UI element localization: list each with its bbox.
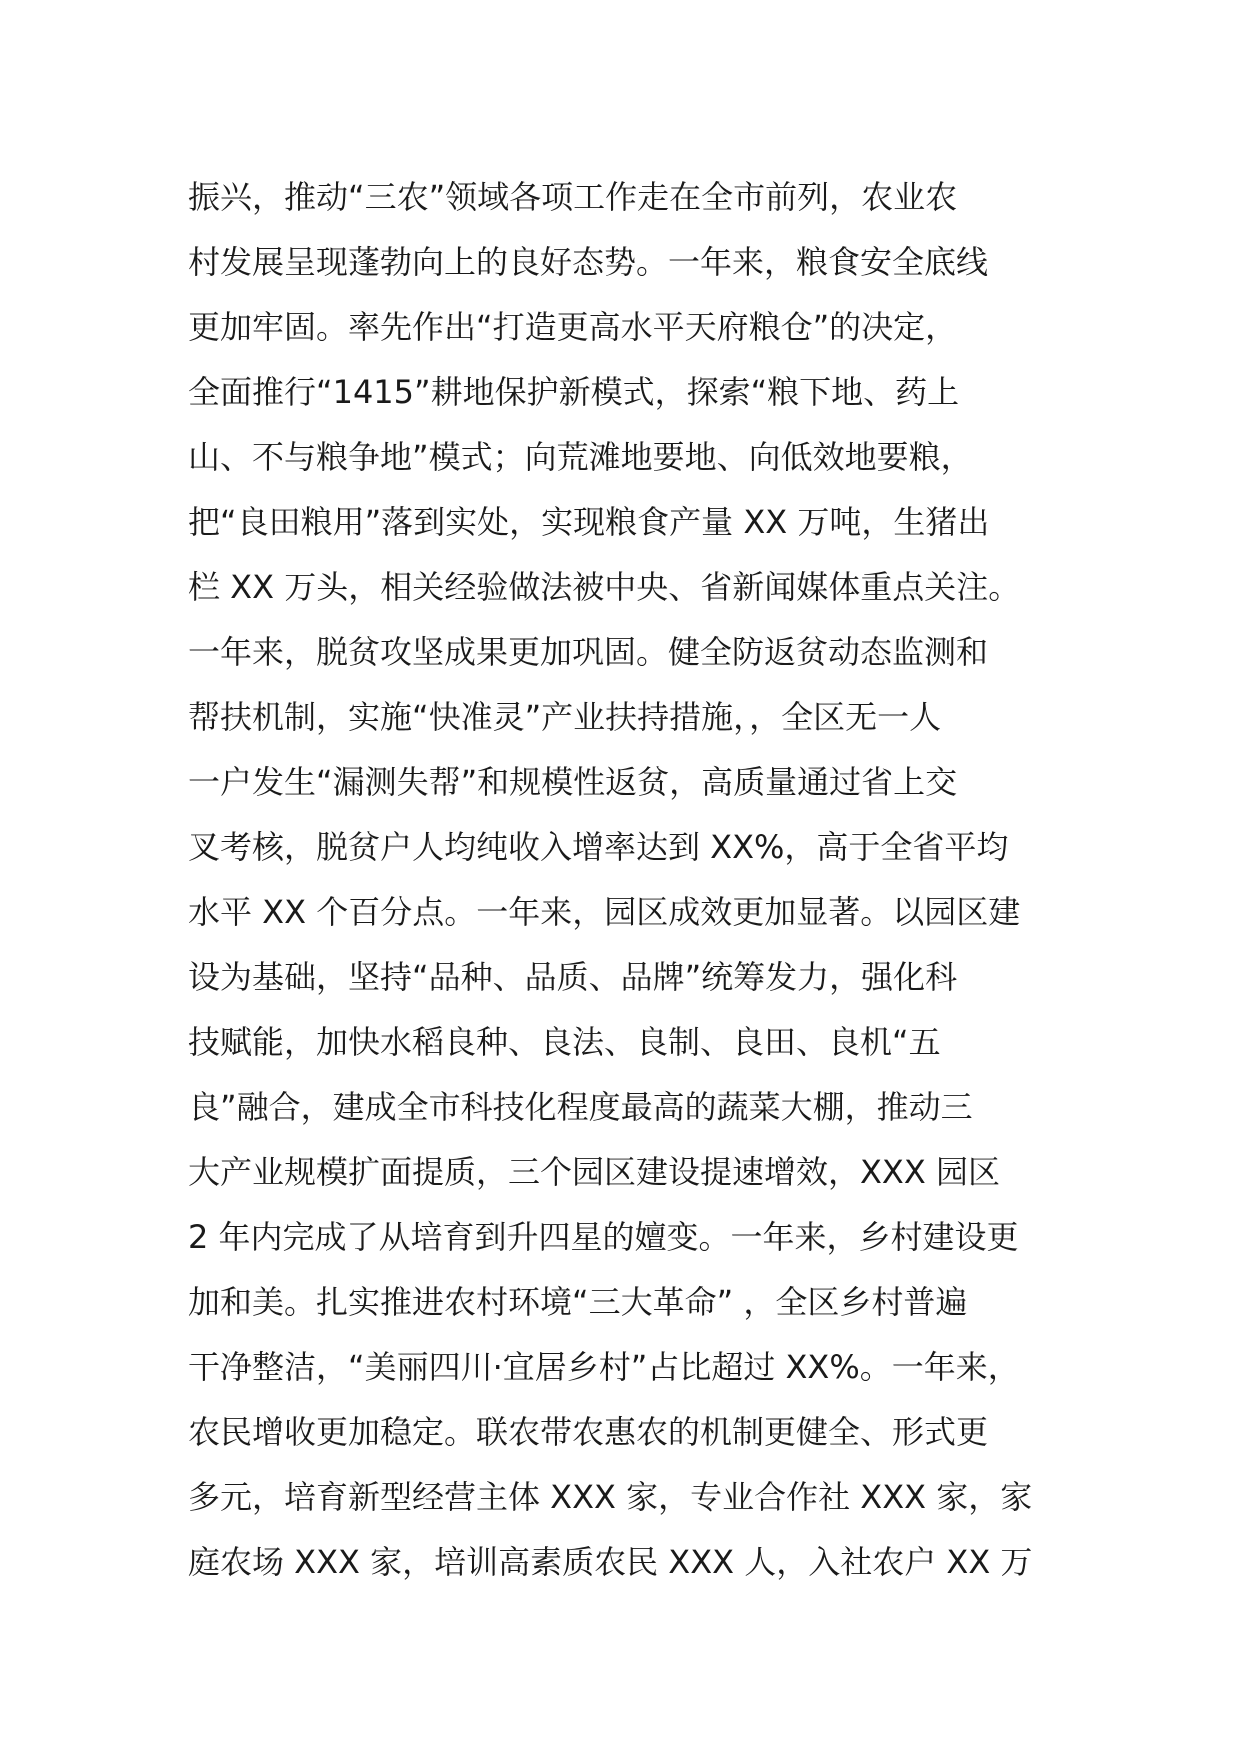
text-line: 全面推行“1415”耕地保护新模式，探索“粮下地、药上	[188, 373, 960, 411]
text-line: 一户发生“漏测失帮”和规模性返贫，高质量通过省上交	[188, 763, 958, 801]
text-line: 一年来，脱贫攻坚成果更加巩固。健全防返贫动态监测和	[188, 633, 989, 671]
text-line: 更加牢固。率先作出“打造更高水平天府粮仓”的决定，	[188, 308, 958, 346]
text-line: 加和美。扎实推进农村环境“三大革命” ，全区乡村普遍	[188, 1283, 968, 1321]
text-line: 叉考核，脱贫户人均纯收入增率达到 XX%，高于全省平均	[188, 828, 1009, 866]
text-line: 大产业规模扩面提质，三个园区建设提速增效，XXX 园区	[188, 1153, 1000, 1191]
text-line: 设为基础，坚持“品种、品质、品牌”统筹发力，强化科	[188, 958, 958, 996]
text-line: 山、不与粮争地”模式；向荒滩地要地、向低效地要粮，	[188, 438, 973, 476]
text-line: 干净整洁，“美丽四川·宜居乡村”占比超过 XX%。一年来，	[188, 1348, 1020, 1386]
text-line: 庭农场 XXX 家，培训高素质农民 XXX 人，入社农户 XX 万	[188, 1543, 1033, 1581]
text-line: 良”融合，建成全市科技化程度最高的蔬菜大棚，推动三	[188, 1088, 973, 1126]
text-line: 2 年内完成了从培育到升四星的嬗变。一年来，乡村建设更	[188, 1218, 1019, 1256]
text-line: 村发展呈现蓬勃向上的良好态势。一年来，粮食安全底线	[188, 243, 989, 281]
text-line: 水平 XX 个百分点。一年来，园区成效更加显著。以园区建	[188, 893, 1021, 931]
text-line: 农民增收更加稳定。联农带农惠农的机制更健全、形式更	[188, 1413, 989, 1451]
text-line: 振兴，推动“三农”领域各项工作走在全市前列，农业农	[188, 178, 958, 216]
text-line: 多元，培育新型经营主体 XXX 家，专业合作社 XXX 家，家	[188, 1478, 1033, 1516]
body-paragraph	[188, 165, 1088, 1595]
text-line: 技赋能，加快水稻良种、良法、良制、良田、良机“五	[188, 1023, 941, 1061]
text-line: 帮扶机制，实施“快准灵”产业扶持措施，，全区无一人	[188, 698, 942, 736]
text-line: 把“良田粮用”落到实处，实现粮食产量 XX 万吨，生猪出	[188, 503, 990, 541]
text-line: 栏 XX 万头，相关经验做法被中央、省新闻媒体重点关注。	[188, 568, 1021, 606]
